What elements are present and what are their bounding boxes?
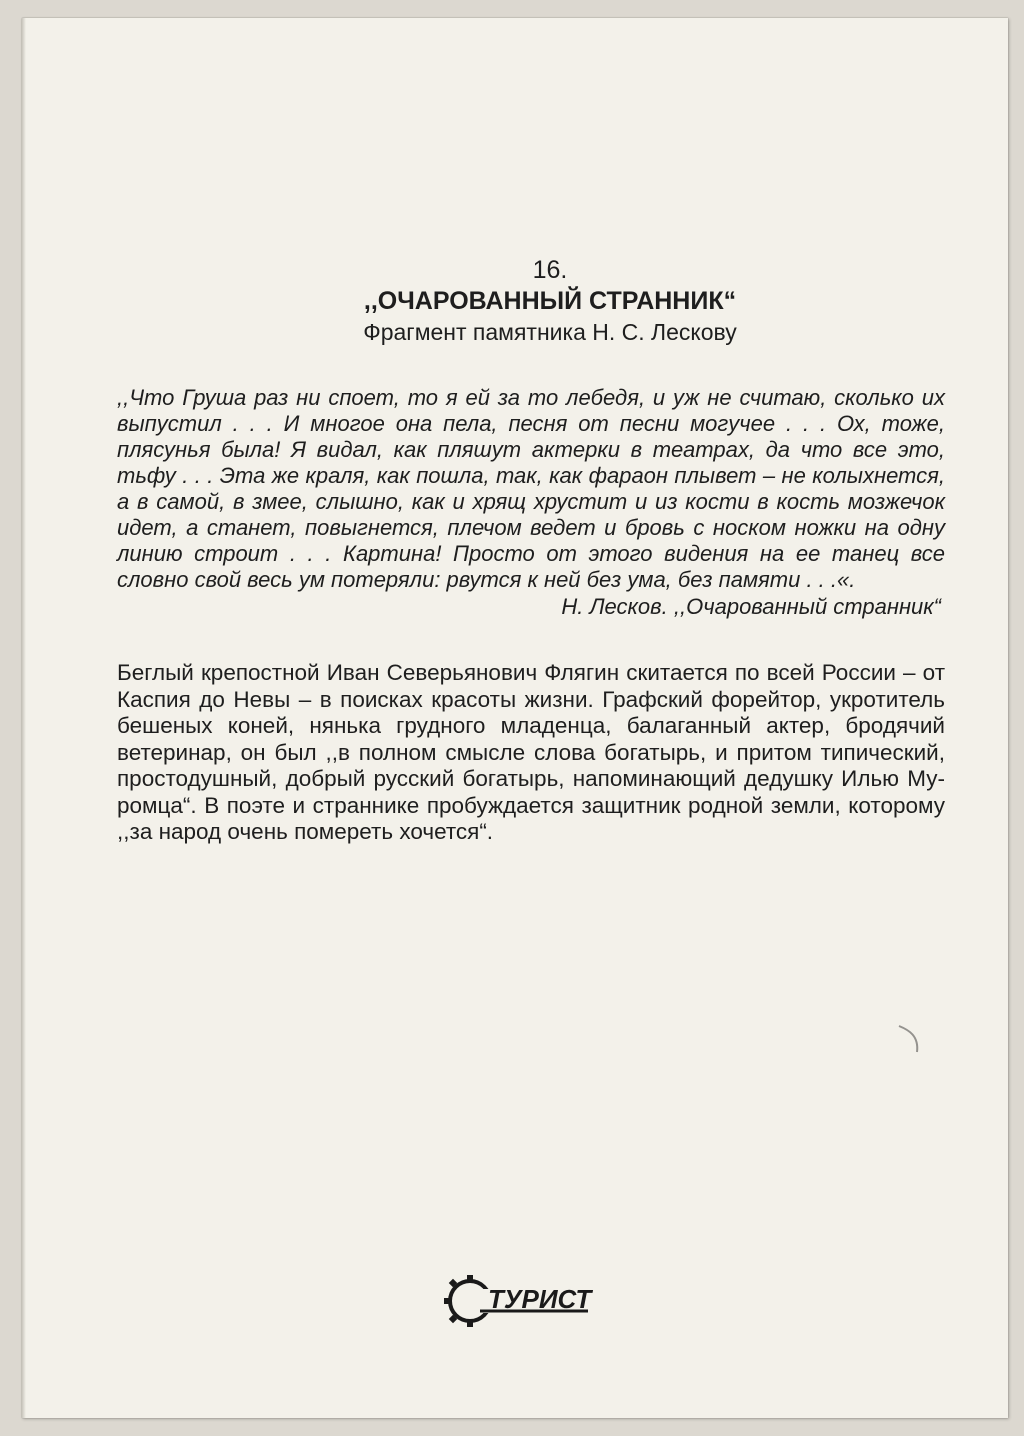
quote-block	[117, 385, 945, 593]
card-number: 16.	[532, 256, 568, 284]
card-title: ,,ОЧАРОВАННЫЙ СТРАННИК“	[363, 287, 737, 315]
quote-attribution: Н. Лесков. ,,Очарованный странник“	[561, 594, 941, 619]
turist-logo	[440, 1265, 600, 1335]
logo-text: ТУРИСТ	[488, 1284, 592, 1314]
card-content	[90, 255, 950, 846]
description-paragraph: Беглый крепостной Иван Северьянович Флягин скитается по всей России – от Каспия до Невы – в поисках красоты жизни. Графский форейтор, укротитель бешеных коней, нянька грудного младенца, балаганный актер, бродячий ветеринар, он был ,,в полном смысле слова богатырь, и притом типический, простодушный, добрый русский богатырь, напоминающий дедушку Илью Муромца“. В поэте и страннике пробуждается защитник родной земли, которому ,,за народ очень помереть хочется“.	[117, 660, 945, 844]
card-subtitle: Фрагмент памятника Н. С. Лескову	[363, 319, 737, 345]
card-edge-shadow	[22, 18, 26, 1418]
quote-text: ,,Что Груша раз ни споет, то я ей за то лебедя, и уж не считаю, сколько их выпустил . . . И многое она пела, песня от песни могучее . . . Ох, тоже, плясунья была! Я видал, как пляшут актерки в театрах, да что все это, тьфу . . . Эта же краля, как пошла, так, как фараон плывет – не колыхнется, а в самой, в змее, слышно, как и хрящ хрустит и из кости в кость мозжечок идет, а станет, повыгнется, плечом ведет и бровь с носком ножки на одну линию строит . . . Картина! Просто от этого видения на ее танец все словно свой весь ум потеряли: рвутся к ней без ума, без памяти . . .«.	[117, 385, 945, 592]
pencil-mark-icon	[895, 1020, 935, 1060]
